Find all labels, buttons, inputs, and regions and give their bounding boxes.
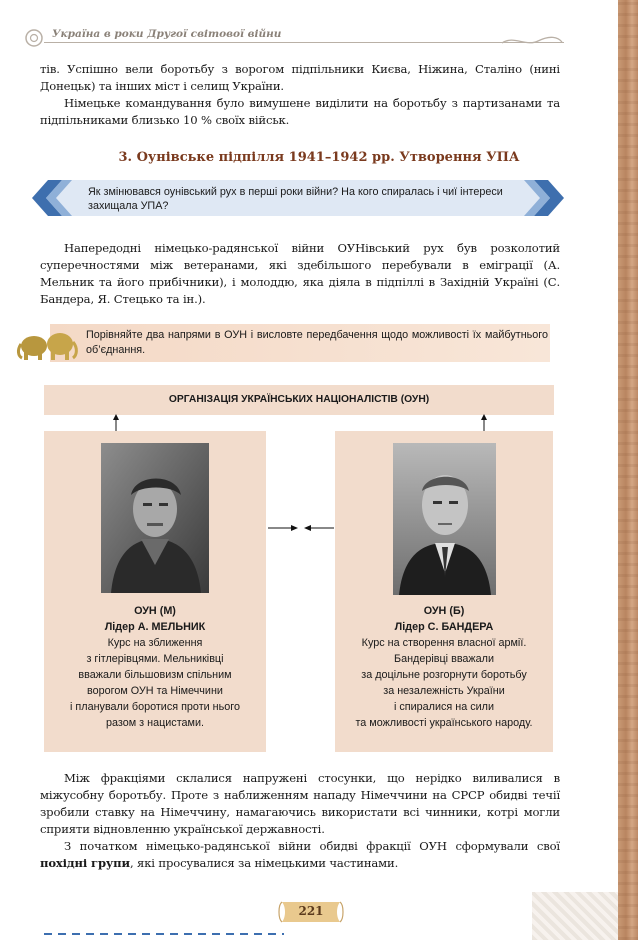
task-text: Порівняйте два напрями в ОУН і висловте передбачення щодо можливості їх майбутнього об’єднання. bbox=[86, 329, 548, 356]
oun-m-line: вважали більшовизм спільним bbox=[78, 669, 232, 681]
header-ornament-icon bbox=[22, 26, 50, 48]
running-header: Україна в роки Другої світової війни bbox=[52, 28, 282, 40]
oun-b-leader: Лідер С. БАНДЕРА bbox=[394, 621, 494, 633]
highlighted-term: похідні групи bbox=[40, 856, 130, 870]
oun-b-line: Бандерівці вважали bbox=[394, 653, 494, 665]
question-text: Як змінювався оунівський рух в перші роки війни? На кого спиралась і чиї інтереси захищала УПА? bbox=[88, 186, 503, 212]
closing-text-c: , які просувалися за німецькими частинами. bbox=[129, 856, 399, 870]
oun-m-card bbox=[44, 431, 266, 752]
header-rule bbox=[44, 42, 564, 43]
melnyk-portrait bbox=[101, 443, 209, 593]
footer-rule bbox=[44, 933, 284, 935]
bandera-portrait bbox=[393, 443, 496, 595]
corner-stamp-decoration bbox=[532, 892, 618, 940]
oun-m-line: і планували боротися проти нього bbox=[70, 701, 240, 713]
oun-m-text bbox=[44, 603, 266, 731]
intro-paragraph-1: тів. Успішно вели боротьбу з ворогом підпільники Києва, Ніжина, Сталіно (нині Донецьк) та інших міст і селищ України. bbox=[40, 62, 560, 93]
oun-m-name: ОУН (М) bbox=[134, 605, 176, 617]
arrow-up-right-icon bbox=[479, 414, 489, 432]
oun-m-line: разом з нацистами. bbox=[106, 717, 204, 729]
oun-b-line: за незалежність України bbox=[383, 685, 505, 697]
oun-m-leader: Лідер А. МЕЛЬНИК bbox=[104, 621, 206, 633]
closing-paragraph-2 bbox=[40, 838, 560, 872]
wood-border bbox=[618, 0, 638, 940]
oun-b-line: і спиралися на сили bbox=[394, 701, 494, 713]
oun-m-line: ворогом ОУН та Німеччини bbox=[87, 685, 223, 697]
section-title: 3. Оунівське підпілля 1941–1942 рр. Утворення УПА bbox=[118, 150, 520, 165]
closing-text-a: З початком німецько-радянської війни обидві фракції ОУН сформували свої bbox=[64, 839, 560, 853]
oun-b-card bbox=[335, 431, 553, 752]
oun-b-name: ОУН (Б) bbox=[423, 605, 465, 617]
arrow-up-left-icon bbox=[111, 414, 121, 432]
double-arrow-icon bbox=[266, 522, 336, 534]
header-swirl-icon bbox=[500, 33, 564, 49]
oun-b-line: Курс на створення власної армії. bbox=[361, 637, 527, 649]
oun-m-line: з гітлерівцями. Мельниківці bbox=[86, 653, 224, 665]
task-elephants-icon bbox=[16, 322, 80, 364]
closing-paragraph-1: Між фракціями склалися напружені стосунки, що нерідко виливалися в міжусобну боротьбу. Проте з наближенням нападу Німеччини на СРСР обидві течії зробили ставку на Німеччину, намагаючись використати всі чинники, котрі могли сприяти відновленню української державності. bbox=[40, 771, 560, 836]
oun-m-line: Курс на зближення bbox=[107, 637, 203, 649]
intro-paragraph-2: Німецьке командування було вимушене виділити на боротьбу з партизанами та підпільниками близько 10 % своїх військ. bbox=[40, 96, 560, 127]
body-paragraph-1: Напередодні німецько-радянської війни ОУНівський рух був розколотий суперечностями між ветеранами, які здебільшого перебували в еміграції (А. Мельник та його прибічники), і молоддю, яка діяла в підпіллі в Західній Україні (С. Бандера, Я. Стецько та ін.). bbox=[40, 241, 560, 306]
diagram-title: ОРГАНІЗАЦІЯ УКРАЇНСЬКИХ НАЦІОНАЛІСТІВ (ОУН) bbox=[44, 385, 554, 415]
page-number: 221 bbox=[298, 904, 324, 918]
oun-b-line: та можливості українського народу. bbox=[355, 717, 533, 729]
oun-b-line: за доцільне розгорнути боротьбу bbox=[361, 669, 527, 681]
oun-b-text bbox=[335, 603, 553, 731]
